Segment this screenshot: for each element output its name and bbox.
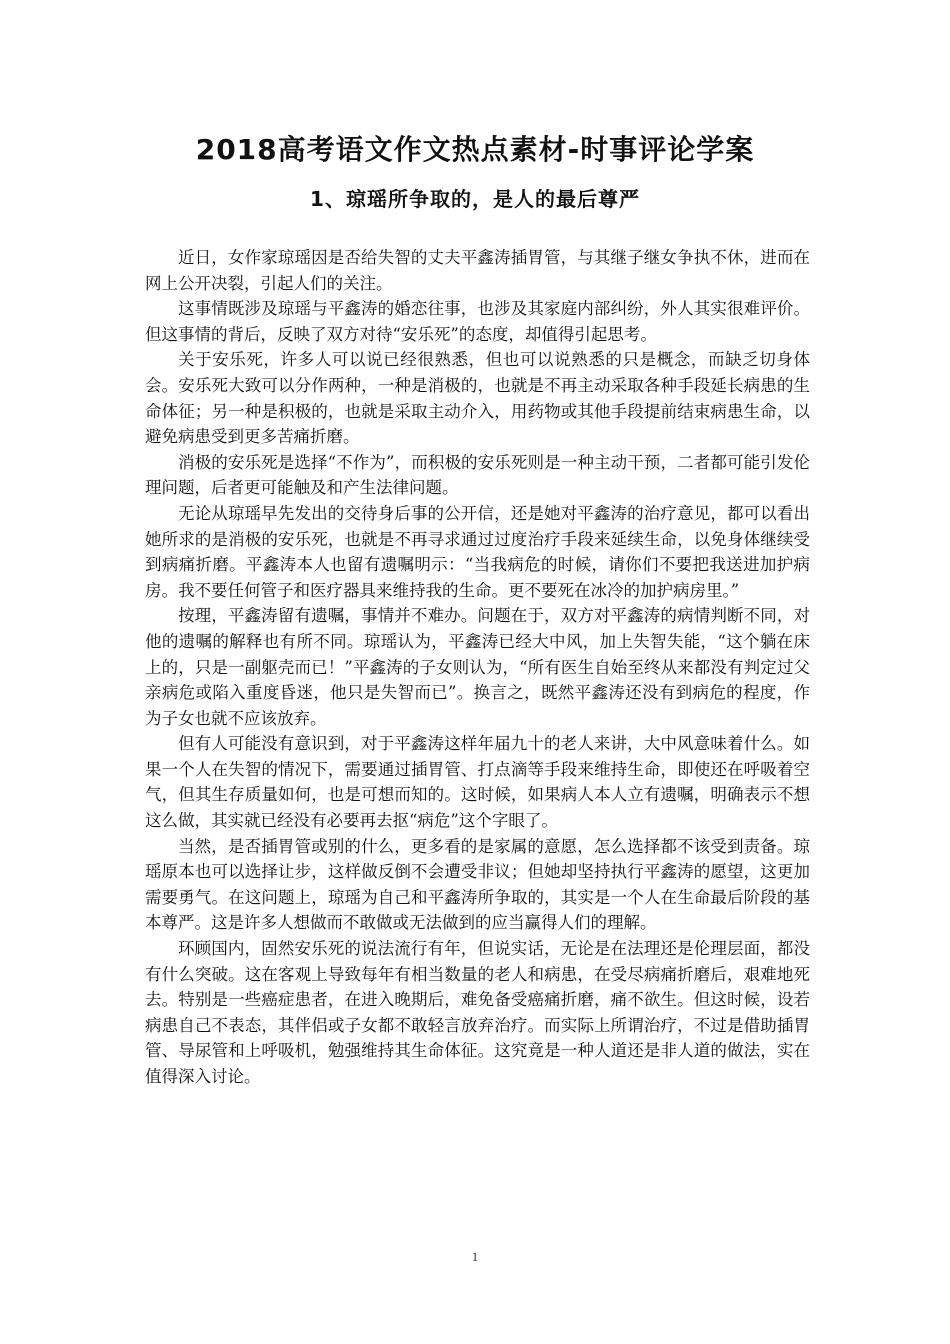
paragraph-6: 按理，平鑫涛留有遗嘱，事情并不难办。问题在于，双方对平鑫涛的病情判断不同，对他的遗嘱的解释也有所不同。琼瑶认为，平鑫涛已经大中风，加上失智失能，“这个躺在床上的，只是一副躯壳而已！”平鑫涛的子女则认为，“所有医生自始至终从来都没有判定过父亲病危或陷入重度昏迷，他只是失智而已”。换言之，既然平鑫涛还没有到病危的程度，作为子女也就不应该放弃。 bbox=[145, 606, 810, 728]
paragraph-7: 但有人可能没有意识到，对于平鑫涛这样年届九十的老人来讲，大中风意味着什么。如果一个人在失智的情况下，需要通过插胃管、打点滴等手段来维持生命，即使还在呼吸着空气，但其生存质量如何，也是可想而知的。这时候，如果病人本人立有遗嘱，明确表示不想这么做，其实就已经没有必要再去抠“病危”这个字眼了。 bbox=[145, 734, 810, 831]
paragraph-3: 关于安乐死，许多人可以说已经很熟悉，但也可以说熟悉的只是概念，而缺乏切身体会。安乐死大致可以分作两种，一种是消极的，也就是不再主动采取各种手段延长病患的生命体征；另一种是积极的，也就是采取主动介入，用药物或其他手段提前结束病患生命，以避免病患受到更多苦痛折磨。 bbox=[145, 350, 810, 447]
paragraph-5: 无论从琼瑶早先发出的交待身后事的公开信，还是她对平鑫涛的治疗意见，都可以看出她所求的是消极的安乐死，也就是不再寻求通过过度治疗手段来延续生命，以免身体继续受到病痛折磨。平鑫涛本人也留有遗嘱明示：“当我病危的时候，请你们不要把我送进加护病房。我不要任何管子和医疗器具来维持我的生命。更不要死在冰冷的加护病房里。” bbox=[145, 503, 810, 600]
paragraph-1: 近日，女作家琼瑶因是否给失智的丈夫平鑫涛插胃管，与其继子继女争执不休，进而在网上公开决裂，引起人们的关注。 bbox=[145, 248, 810, 293]
page-number: 1 bbox=[471, 1249, 479, 1264]
paragraph-2: 这事情既涉及琼瑶与平鑫涛的婚恋往事，也涉及其家庭内部纠纷，外人其实很难评价。但这事情的背后，反映了双方对待“安乐死”的态度，却值得引起思考。 bbox=[145, 299, 810, 344]
paragraph-9: 环顾国内，固然安乐死的说法流行有年，但说实话，无论是在法理还是伦理层面，都没有什么突破。这在客观上导致每年有相当数量的老人和病患，在受尽病痛折磨后，艰难地死去。特别是一些癌症患者，在进入晚期后，难免备受癌痛折磨，痛不欲生。但这时候，设若病患自己不表态，其伴侣或子女都不敢轻言放弃治疗。而实际上所谓治疗，不过是借助插胃管、导尿管和上呼吸机，勉强维持其生命体征。这究竟是一种人道还是非人道的做法，实在值得深入讨论。 bbox=[145, 939, 810, 1086]
paragraph-8: 当然，是否插胃管或别的什么，更多看的是家属的意愿，怎么选择都不该受到责备。琼瑶原本也可以选择让步，这样做反倒不会遭受非议；但她却坚持执行平鑫涛的愿望，这更加需要勇气。在这问题上，琼瑶为自己和平鑫涛所争取的，其实是一个人在生命最后阶段的基本尊严。这是许多人想做而不敢做或无法做到的应当赢得人们的理解。 bbox=[145, 836, 810, 933]
paragraph-4: 消极的安乐死是选择“不作为”，而积极的安乐死则是一种主动干预，二者都可能引发伦理问题，后者更可能触及和产生法律问题。 bbox=[145, 452, 810, 498]
article-body bbox=[145, 245, 810, 1090]
document-subtitle: 1、琼瑶所争取的，是人的最后尊严 bbox=[310, 187, 640, 211]
document-title: 2018高考语文作文热点素材-时事评论学案 bbox=[195, 133, 755, 166]
